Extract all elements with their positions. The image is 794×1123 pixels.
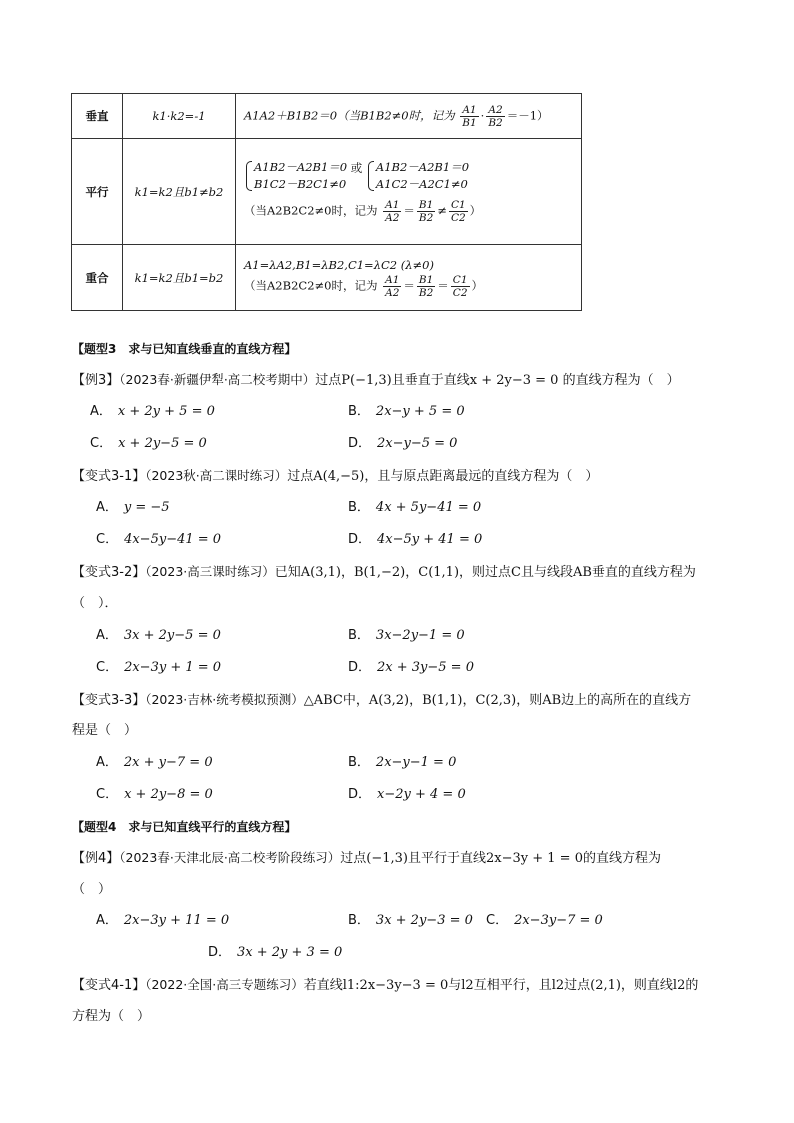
fraction: $\frac{C1}{C2}$ — [452, 274, 468, 299]
option-c: C． 4x−5y−41 = 0 — [96, 532, 222, 547]
question-source: （2023春·新疆伊犁·高二校考期中） — [119, 372, 316, 387]
table-row-perpendicular — [72, 94, 582, 139]
fraction: $\frac{C1}{C2}$ — [450, 199, 466, 224]
relation-name: 平行 — [72, 139, 123, 245]
option-c: C． 2x−3y−7 = 0 — [486, 913, 603, 928]
question-tag: 【变式3-3】 — [72, 693, 146, 708]
slope-condition: k1·k2=-1 — [123, 94, 236, 139]
coefficient-condition: A1A2＋B1B2＝0（当B1B2≠0时，记为 $\frac{A1}{B1}$ · $\frac{A2}{B2}$ ＝－1） — [236, 94, 582, 139]
question-text: 已知A(3,1)，B(1,−2)，C(1,1)，则过点C且与线段AB垂直的直线方程为 — [274, 565, 696, 580]
question-stem-cont: 方程为（ ） — [72, 1009, 151, 1024]
question-source: （2023春·天津北辰·高二校考阶段练习） — [119, 850, 341, 865]
option-d: D． 3x + 2y + 3 = 0 — [208, 945, 343, 960]
option-c: C． x + 2y−5 = 0 — [90, 436, 207, 451]
option-c: C． 2x−3y + 1 = 0 — [96, 660, 222, 675]
question-tag: 【例4】 — [72, 851, 120, 866]
proportional-condition: A1=λA2,B1=λB2,C1=λC2 (λ≠0) — [244, 258, 434, 272]
question-tag: 【变式4-1】 — [72, 978, 146, 993]
question-source: （2023·吉林·统考模拟预测） — [145, 692, 304, 707]
fraction: $\frac{A1}{B1}$ — [462, 103, 477, 129]
question-stem — [72, 467, 598, 486]
question-stem-cont: （ ）． — [72, 596, 118, 611]
option-b: B． 2x−y + 5 = 0 — [348, 404, 465, 419]
slope-condition: k1=k2且b1=b2 — [123, 245, 236, 311]
equation-systems — [244, 159, 577, 193]
question-source: （2023·高三课时练习） — [145, 564, 275, 579]
option-d: D． 2x + 3y−5 = 0 — [348, 660, 474, 675]
question-tag: 【例3】 — [72, 373, 120, 388]
question-stem — [72, 371, 680, 390]
formula-end: ＝－1） — [506, 108, 549, 122]
option-b: B． 4x + 5y−41 = 0 — [348, 500, 482, 515]
question-tag: 【变式3-2】 — [72, 565, 146, 580]
question-stem — [72, 976, 698, 995]
section-heading: 【题型3 求与已知直线垂直的直线方程】 — [72, 342, 297, 356]
option-a: A． 2x−3y + 11 = 0 — [96, 913, 230, 928]
option-a: A． 3x + 2y−5 = 0 — [96, 628, 221, 643]
coefficient-condition — [236, 245, 582, 311]
question-source: （2022·全国·高三专题练习） — [145, 977, 304, 992]
question-text: 过点(−1,3)且平行于直线2x−3y + 1 = 0的直线方程为 — [340, 851, 661, 866]
fraction: $\frac{A1}{A2}$ — [385, 274, 400, 299]
option-b: B． 3x−2y−1 = 0 — [348, 628, 465, 643]
option-a: A． x + 2y + 5 = 0 — [90, 404, 215, 419]
question-text: 若直线l1:2x−3y−3 = 0与l2互相平行，且l2过点(2,1)，则直线l2的 — [303, 978, 699, 993]
ratio-condition: （当A2B2C2≠0时，记为 $\frac{A1}{A2}$ ＝ $\frac{B1}{B2}$ ≠ $\frac{C1}{C2}$ ） — [244, 199, 482, 224]
option-c: C． x + 2y−8 = 0 — [96, 787, 213, 802]
section-heading: 【题型4 求与已知直线平行的直线方程】 — [72, 820, 297, 834]
question-tag: 【变式3-1】 — [72, 469, 146, 484]
ratio-condition: （当A2B2C2≠0时，记为 $\frac{A1}{A2}$ ＝ $\frac{B1}{B2}$ ＝ $\frac{C1}{C2}$ ） — [244, 274, 484, 299]
option-a: A． 2x + y−7 = 0 — [96, 755, 213, 770]
question-stem — [72, 849, 661, 868]
question-text: 过点A(4,−5)，且与原点距离最远的直线方程为（ ） — [287, 469, 599, 484]
coefficient-condition — [236, 139, 582, 245]
relation-name: 重合 — [72, 245, 123, 311]
equation-system: A1B2－A2B1＝0 B1C2－B2C1≠0 — [244, 159, 347, 193]
question-text: 过点P(−1,3)且垂直于直线x + 2y−3 = 0 的直线方程为（ ） — [315, 373, 680, 388]
question-source: （2023秋·高二课时练习） — [145, 468, 288, 483]
option-b: B． 2x−y−1 = 0 — [348, 755, 457, 770]
fraction: $\frac{A1}{A2}$ — [385, 199, 400, 224]
option-d: D． 2x−y−5 = 0 — [348, 436, 458, 451]
table-row-parallel — [72, 139, 582, 245]
question-stem-cont: 程是（ ） — [72, 723, 138, 738]
option-b: B． 3x + 2y−3 = 0 — [348, 913, 473, 928]
fraction: $\frac{B1}{B2}$ — [418, 274, 434, 299]
option-d: D． x−2y + 4 = 0 — [348, 787, 466, 802]
formula-text: A1A2＋B1B2＝0（当B1B2≠0时，记为 — [244, 108, 455, 122]
equation-system: A1B2－A2B1＝0 A1C2－A2C1≠0 — [366, 159, 469, 193]
question-stem-cont: （ ） — [72, 882, 112, 897]
question-stem — [72, 691, 691, 710]
line-relation-table — [71, 93, 582, 311]
question-stem — [72, 563, 696, 582]
option-a: A． y = −5 — [96, 500, 170, 515]
question-text: △ABC中，A(3,2)，B(1,1)，C(2,3)，则AB边上的高所在的直线方 — [303, 693, 692, 708]
relation-name: 垂直 — [72, 94, 123, 139]
slope-condition: k1=k2且b1≠b2 — [123, 139, 236, 245]
option-d: D． 4x−5y + 41 = 0 — [348, 532, 483, 547]
table-row-coincident — [72, 245, 582, 311]
or-text: 或 — [350, 161, 363, 175]
fraction: $\frac{B1}{B2}$ — [418, 199, 434, 224]
fraction: $\frac{A2}{B2}$ — [488, 103, 503, 129]
